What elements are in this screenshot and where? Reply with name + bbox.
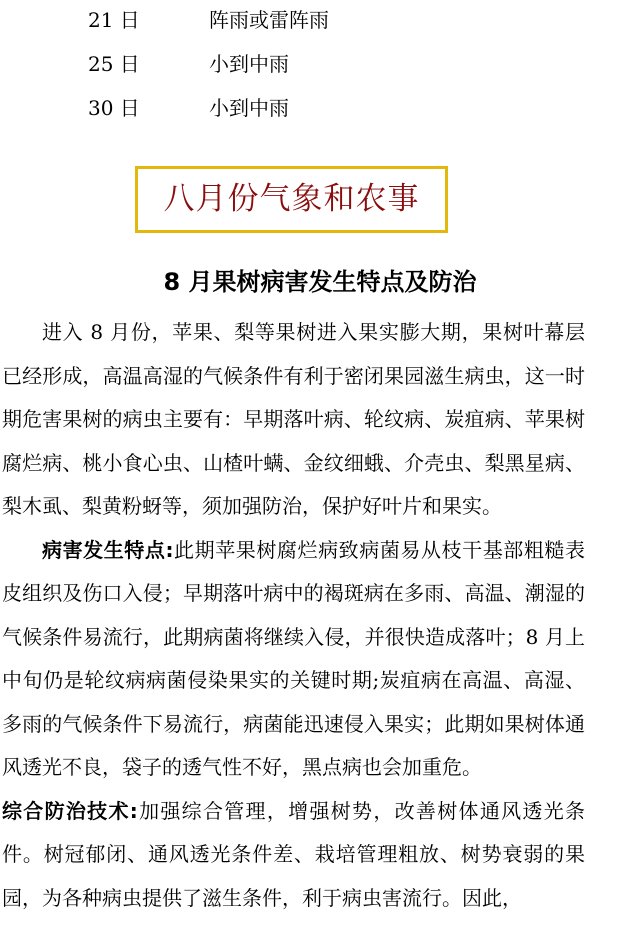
forecast-condition: 小到中雨	[209, 96, 289, 120]
disease-characteristics-label: 病害发生特点:	[42, 537, 174, 562]
disease-characteristics-paragraph	[2, 529, 585, 790]
section-banner-title: 八月份气象和农事	[163, 181, 420, 217]
article-heading: 8 月果树病害发生特点及防治	[163, 268, 477, 296]
control-techniques-label: 综合防治技术:	[2, 798, 138, 823]
forecast-day: 21 日	[88, 8, 140, 32]
forecast-day: 25 日	[88, 52, 140, 76]
control-techniques-text: 加强综合管理，增强树势，改善树体通风透光条件。树冠郁闭、通风透光条件差、栽培管理粗放、树势衰弱的果园，为各种病虫提供了滋生条件，利于病虫害流行。因此，	[2, 798, 586, 910]
forecast-row	[88, 5, 448, 35]
disease-characteristics-text: 此期苹果树腐烂病致病菌易从枝干基部粗糙表皮组织及伤口入侵；早期落叶病中的褐斑病在多雨、高温、潮湿的气候条件易流行，此期病菌将继续入侵，并很快造成落叶；8 月上中旬仍是轮纹病病菌侵染果实的关键时期;炭疽病在高温、高湿、多雨的气候条件下易流行，病菌能迅速侵入果实；此期如果树体通风透光不良，袋子的透气性不好，黑点病也会加重危。	[2, 537, 586, 779]
article-body	[2, 311, 585, 920]
intro-paragraph: 进入 8 月份，苹果、梨等果树进入果实膨大期，果树叶幕层已经形成，高温高湿的气候条件有利于密闭果园滋生病虫，这一时期危害果树的病虫主要有：早期落叶病、轮纹病、炭疽病、苹果树腐烂病、桃小食心虫、山楂叶螨、金纹细蛾、介壳虫、梨黑星病、梨木虱、梨黄粉蚜等，须加强防治，保护好叶片和果实。	[2, 320, 585, 518]
forecast-condition: 小到中雨	[209, 52, 289, 76]
forecast-row	[88, 49, 448, 79]
control-techniques-paragraph	[2, 790, 585, 921]
forecast-row	[88, 93, 448, 123]
forecast-condition: 阵雨或雷阵雨	[209, 8, 329, 32]
section-banner	[135, 166, 448, 233]
forecast-day: 30 日	[88, 96, 140, 120]
